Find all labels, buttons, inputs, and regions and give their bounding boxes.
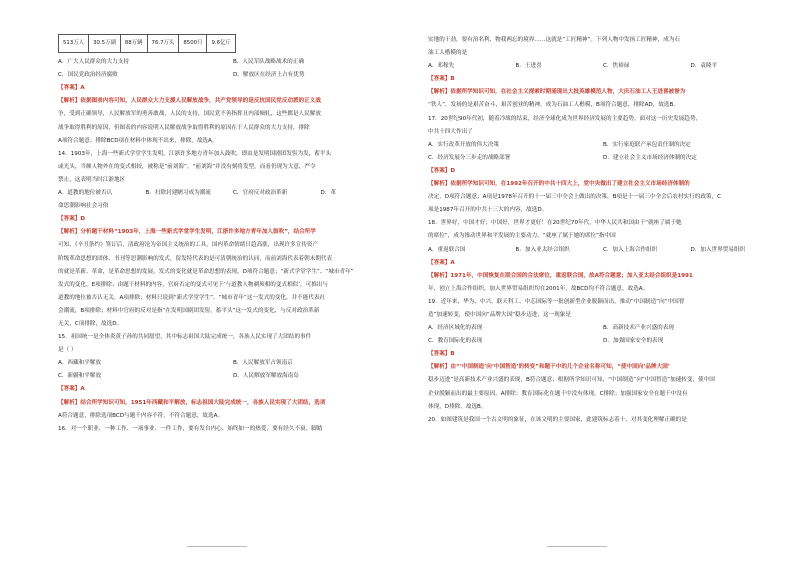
q19-explanation-line: 体现，D排除。故选B。	[428, 403, 487, 410]
table-cell: 8500只	[179, 35, 207, 53]
q14-explanation-line: 阶级革命思想的团体、书刊等思潮影响的发式，留发特代表的是可清朝统治的认同，而前刘海代表着朝末期代表	[58, 255, 333, 262]
q13-option-c: C．国民党政治经济腐败	[58, 72, 118, 79]
q19-option-b: B．高新技术产业兴盛的表现	[603, 325, 674, 332]
q15-explanation-line: A符合题意，排除选项BCD与题干内容不符，不符合题意，故选A。	[58, 412, 224, 419]
q14-option-b: B．扫除封建陋习成为潮流	[145, 190, 211, 197]
q17-options-row1	[428, 139, 778, 152]
q13-explanation-line: 战争取得胜利的原因，但图表的内容说明人民解放战争取得胜利的原因在于人民群众的大力支持，排除	[58, 124, 310, 131]
q19-options-row1	[428, 322, 778, 335]
q14-answer: 【答案】D	[58, 216, 86, 223]
q19-stem-line: 造”加速转变，使中国向“品牌大国”稳步迈进，这一现象是	[428, 311, 571, 318]
page-footer	[0, 546, 794, 551]
q18-option-c: C．加入上海合作组织	[603, 246, 658, 253]
q13-option-b: B．人民军队战略战术的正确	[233, 59, 304, 66]
q13-options-row1	[58, 56, 408, 69]
supply-table	[58, 34, 236, 53]
table-cell: 88万辆	[120, 35, 147, 53]
q15-option-c: C．新疆和平解放	[58, 373, 102, 380]
q13-explanation-line: 争，受到正确领导，人民解放军的勇善敢战，人民的支持，国民党不善指挥且内部倾轧，这些都是人民解放	[58, 111, 321, 118]
q16-answer: 【答案】B	[428, 76, 455, 83]
q17-stem-line: 中共十四大作出了	[428, 128, 473, 135]
q14-explanation-line: 发式的变化，E项排除；由题干材料的内容，官府否定的变式可见于‘与道教人物剃须相的变式相似’，可推出与	[58, 281, 328, 288]
q13-option-d: D．解放区在经济上占有优势	[233, 72, 305, 79]
q17-answer: 【答案】D	[428, 167, 456, 174]
q15-stem-line: 15．祖国统一是全体炎黄子孙的共同愿望，其中标志祖国大陆完成统一，各族人民实现了大团结的事件	[58, 334, 312, 341]
q18-options	[428, 244, 778, 257]
q13-explanation-line: A项符合题意；排除BCD项在材料中体现不出来，排除，故选A。	[58, 137, 218, 144]
footer-rule-left	[187, 546, 247, 551]
q19-options-row2	[428, 335, 778, 348]
q15-option-a: A．西藏和平解放	[58, 360, 101, 367]
q19-answer: 【答案】B	[428, 351, 455, 358]
q17-explanation-line: 项是1987年召开的中共十三大的内容，故选D。	[428, 207, 548, 214]
q18-explanation-line: 年，创立上海合作组织、加入世界贸易组织均在2001年，故BCD均不符合题意。故选A。	[428, 285, 649, 292]
q14-option-c: C．官府反对政治革新	[233, 190, 288, 197]
q14-explanation-line: 可知，《辛丑条约》签订后，清政府沦为帝国主义统治的工具，国内革命情绪日趋高涨，出现许多宣传资产	[58, 242, 319, 249]
q14-explanation-line: 的就是革新、革命，是革命思想的发展，发式的变化就是革命思想的表现，D项符合题意；“新式学堂学生”、“城市青年”	[58, 268, 354, 275]
q18-option-a: A．重返联合国	[428, 246, 466, 253]
q17-explanation-line: 【解析】依据所学知识可知，在1992年召开的中共十四大上，党中央做出了建立社会主义市场经济体制的	[428, 181, 690, 188]
q19-option-d: D．加强国家安全的表现	[603, 338, 664, 345]
table-cell: 76.7万头	[147, 35, 179, 53]
q16-stem-line: 16．对一个职业、一种工作、一项事业、一件工作，要有发自内心、始终如一的热爱，要有经久不衰、脚踏	[58, 425, 323, 432]
q16-option-d: D．袁隆平	[690, 63, 718, 70]
q16-explanation-line: 【解析】依据所学知识可知，在社会主义探索时期涌现出大批英雄模范人物，大庆石油工人王进喜被誉为	[428, 89, 686, 96]
q13-option-a: A．广大人民群众的大力支持	[58, 59, 129, 66]
q17-options-row2	[428, 152, 778, 165]
q15-answer: 【答案】A	[58, 386, 85, 393]
q15-explanation-line: 【解析】结合所学知识可知，1951年西藏和平解放，标志祖国大陆完成统一，各族人民实现了大团结，选项	[58, 399, 326, 406]
q16-stem-line: 实地的干劲，要有治名利、物我两忘的境界……这就是“工匠精神”。下列人物中发扬工匠精神，成为石	[428, 37, 680, 43]
left-column	[58, 34, 408, 436]
q16-explanation-line: “铁人”，发扬的是艰苦奋斗、艰苦创业的精神，成为石油工人楷模，B项符合题意，排除AD，故选B。	[428, 102, 679, 109]
footer-rule-right	[547, 546, 607, 551]
q18-explanation-line: 【解析】1971年，中国恢复在联合国的合法席位，重返联合国，故A符合题意；加入亚太经合组织是1991	[428, 272, 693, 279]
right-column	[428, 34, 778, 427]
table-row	[59, 35, 236, 53]
table-cell: 513万人	[59, 35, 89, 53]
q18-option-b: B．加入亚太经合组织	[515, 246, 570, 253]
q13-explanation-line: 【解析】依据图表内容可知，人民群众大力支援人民解放战争，共产党领导的是反抗国民党反动派的正义战	[58, 98, 321, 105]
q15-options-row2	[58, 370, 408, 383]
q14-explanation-line: 【解析】分析题干材料“1903年，上海一些新式学堂学生发明，江浙许多地方青年加入鼓吹”，结合所学	[58, 229, 316, 236]
q20-stem-line: 20．如图建筑是我国一个古文明的象征，在该文明的主要国家，此建筑标志着十，对其变化理解正确的是	[428, 416, 687, 423]
q18-answer: 【答案】A	[428, 259, 455, 266]
q19-stem-line: 19．近年来，华为、中兴、联天科工、中芯国际等一批创新型企业脱颖而出，推动“中国制造”向“中国智	[428, 298, 685, 305]
q14-options	[58, 187, 408, 200]
q14-stem-line: 14．1903年，上海一些新式学堂学生发明，江浙许多地方青年加入鼓吹，即由是发明国剧团发髻为发，蓄平头	[58, 150, 332, 157]
q14-option-a: A．道教的地位被否认	[58, 190, 113, 197]
q16-stem-line: 油工人楷模的是	[428, 50, 468, 57]
table-cell: 9.6亿斤	[207, 35, 235, 53]
q15-option-d: D．人民解放军解放海南岛	[233, 373, 299, 380]
q14-explanation-line: 会潮流，B项排除；材料中官府的反对是指“在发明国剧团发髻，蓄平头”这一发式的变化，与反对政治革新	[58, 307, 320, 314]
q16-option-a: A．邓稼先	[428, 63, 455, 70]
q14-stem-line: 禁止，这表明当时江浙地区	[58, 176, 126, 183]
q18-stem-line: 18．世界好，中国才好；中国好，世界才更好！在20世纪70年代，中华人民共和国由于“就座了属于她	[428, 220, 682, 227]
q18-stem-line: 的席位”，成为推动世界和平发展的主要动力。“就座了属于她的席位”指中国	[428, 233, 616, 240]
q14-option-d: D．革	[320, 190, 336, 197]
q17-option-d: D．建立社会主义市场经济体制的决定	[603, 154, 697, 161]
q15-options-row1	[58, 357, 408, 370]
q17-option-b: B．实行家庭联产承包责任制的决定	[603, 141, 691, 148]
q14-explanation-line: 无关，C项排除，故选D。	[58, 320, 123, 327]
q13-answer: 【答案】A	[58, 85, 85, 92]
q17-option-c: C．经济发展分三步走的战略部署	[428, 154, 511, 161]
q19-option-a: A．经济区域化的表现	[428, 325, 483, 332]
q17-stem-line: 17．20世纪90年代初，随着冷战的结束，经济全球化成为世界经济发展的主要趋势，面对这一历史发展趋势，	[428, 115, 702, 122]
q14-stem-line: 或光头，当颇人物外在的变式相较，被称是“前刘海”。“前刘海”并没有刻将发型，而看仍现为大意，严令	[58, 163, 316, 170]
q14-option-d-cont: 命思潮影响社会习俗	[58, 203, 109, 210]
q14-explanation-line: 道教的地位被否认无关，A项排除；材料只说到“新式学堂学生”、“城市青年”这一发式的变化，并不能代表社	[58, 294, 326, 301]
q13-options-row2	[58, 69, 408, 82]
q16-option-b: B．王进喜	[515, 63, 542, 70]
q19-explanation-line: 稳步迈进”是高新技术产业兴盛的表现，B符合题意；根据所学知识可知，“中国制造”向“中国智造”加速转变，使中国	[428, 377, 715, 384]
q16-option-c: C．焦裕禄	[603, 63, 630, 70]
q19-explanation-line: 【解析】由“‘中国制造’向‘中国智造’的转变”和题干中的几个企业名称可知，“使中国向‘品牌大国’	[428, 364, 670, 371]
q18-option-d: D．加入世界贸易组织	[690, 246, 746, 253]
q19-explanation-line: 企业脱颖而出的最主要原因，A排除；教育国际化在题干中没有体现，C排除；加强国家安全在题干中没有	[428, 390, 688, 397]
q17-explanation-line: 决定，D项符合题意；A项是1978年召开的十一届三中全会上做出的决策，B项是十一届三中全会后农村实行的政策，C	[428, 194, 722, 201]
q15-option-b: B．人民解放军占领南京	[233, 360, 293, 367]
q19-option-c: C．教育国际化的表现	[428, 338, 483, 345]
q17-option-a: A．实行改革开放的伟大决策	[428, 141, 499, 148]
q15-stem-line: 是（ ）	[58, 347, 77, 354]
table-cell: 30.5万副	[89, 35, 121, 53]
q16-options	[428, 60, 778, 73]
